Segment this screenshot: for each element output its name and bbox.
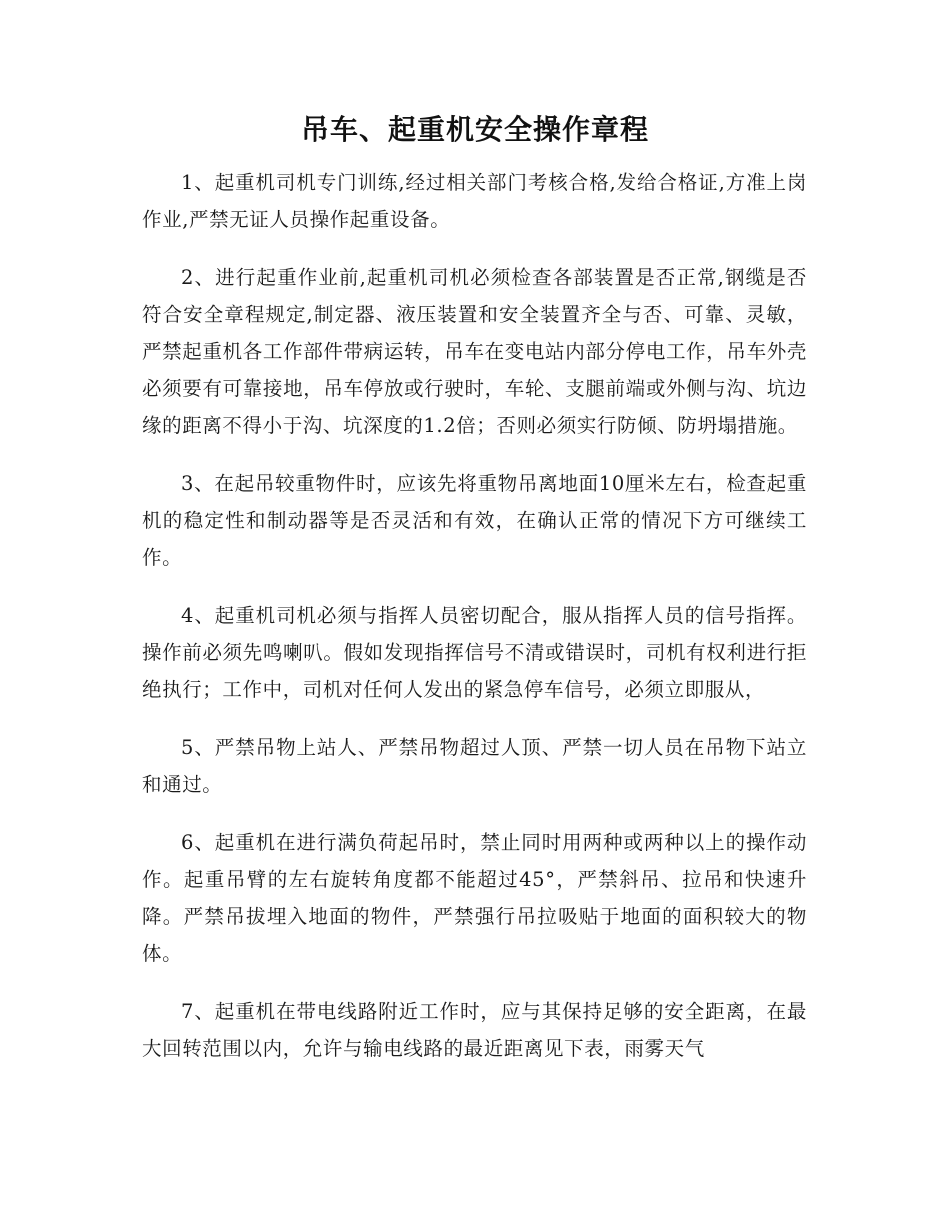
- paragraph-5: 5、严禁吊物上站人、严禁吊物超过人顶、严禁一切人员在吊物下站立和通过。: [142, 736, 807, 796]
- paragraph-3: 3、在起吊较重物件时，应该先将重物吊离地面10厘米左右，检查起重机的稳定性和制动器等是否灵活和有效，在确认正常的情况下方可继续工作。: [142, 472, 807, 569]
- paragraph-2: 2、进行起重作业前,起重机司机必须检查各部装置是否正常,钢缆是否符合安全章程规定,制定器、液压装置和安全装置齐全与否、可靠、灵敏，严禁起重机各工作部件带病运转，吊车在变电站内部分停电工作，吊车外壳必须要有可靠接地，吊车停放或行驶时，车轮、支腿前端或外侧与沟、坑边缘的距离不得小于沟、坑深度的1.2倍；否则必须实行防倾、防坍塌措施。: [142, 266, 807, 437]
- paragraph-4: 4、起重机司机必须与指挥人员密切配合，服从指挥人员的信号指挥。操作前必须先鸣喇叭。假如发现指挥信号不清或错误时，司机有权利进行拒绝执行；工作中，司机对任何人发出的紧急停车信号，必须立即服从，: [142, 604, 807, 701]
- paragraph-1: 1、起重机司机专门训练,经过相关部门考核合格,发给合格证,方准上岗作业,严禁无证人员操作起重设备。: [142, 171, 807, 231]
- document-title: 吊车、起重机安全操作章程: [300, 113, 649, 146]
- paragraph-6: 6、起重机在进行满负荷起吊时，禁止同时用两种或两种以上的操作动作。起重吊臂的左右旋转角度都不能超过45°，严禁斜吊、拉吊和快速升降。严禁吊拔埋入地面的物件，严禁强行吊拉吸贴于地面的面积较大的物体。: [142, 831, 807, 965]
- paragraph-7: 7、起重机在带电线路附近工作时，应与其保持足够的安全距离，在最大回转范围以内，允许与输电线路的最近距离见下表，雨雾天气: [142, 1000, 807, 1060]
- document-body: [142, 164, 807, 1067]
